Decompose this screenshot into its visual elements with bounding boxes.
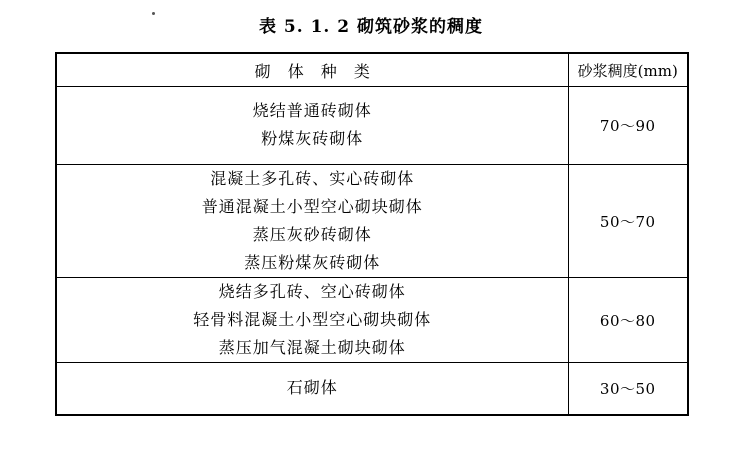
masonry-type-line: 轻骨料混凝土小型空心砌块砌体 bbox=[193, 310, 432, 329]
masonry-type-line: 蒸压加气混凝土砌块砌体 bbox=[218, 338, 406, 357]
masonry-type-line: 烧结多孔砖、空心砖砌体 bbox=[218, 282, 406, 301]
masonry-type-line: 蒸压灰砂砖砌体 bbox=[252, 225, 372, 244]
masonry-type-cell bbox=[56, 165, 568, 278]
table-header-row bbox=[56, 53, 688, 87]
masonry-type-line: 石砌体 bbox=[286, 378, 338, 397]
header-masonry-type: 砌 体 种 类 bbox=[56, 53, 568, 87]
table-row bbox=[56, 165, 688, 278]
table-title-text: 表 5. 1. 2 砌筑砂浆的稠度 bbox=[259, 17, 483, 37]
masonry-type-line: 烧结普通砖砌体 bbox=[252, 101, 372, 120]
consistency-value-cell: 70～90 bbox=[568, 87, 688, 165]
masonry-type-line: 普通混凝土小型空心砌块砌体 bbox=[201, 197, 423, 216]
masonry-type-line: 蒸压粉煤灰砖砌体 bbox=[244, 253, 381, 272]
consistency-value-cell: 30～50 bbox=[568, 363, 688, 416]
table-row bbox=[56, 87, 688, 165]
consistency-value-cell: 60～80 bbox=[568, 278, 688, 363]
masonry-type-line: 混凝土多孔砖、实心砖砌体 bbox=[210, 169, 415, 188]
table-title bbox=[0, 12, 742, 37]
masonry-type-cell bbox=[56, 278, 568, 363]
table-row bbox=[56, 363, 688, 416]
table-row bbox=[56, 278, 688, 363]
masonry-type-cell bbox=[56, 363, 568, 416]
consistency-value-cell: 50～70 bbox=[568, 165, 688, 278]
mortar-consistency-table bbox=[55, 52, 687, 416]
masonry-type-cell bbox=[56, 87, 568, 165]
header-mortar-consistency: 砂浆稠度(mm) bbox=[568, 53, 688, 87]
masonry-type-line: 粉煤灰砖砌体 bbox=[261, 129, 364, 148]
